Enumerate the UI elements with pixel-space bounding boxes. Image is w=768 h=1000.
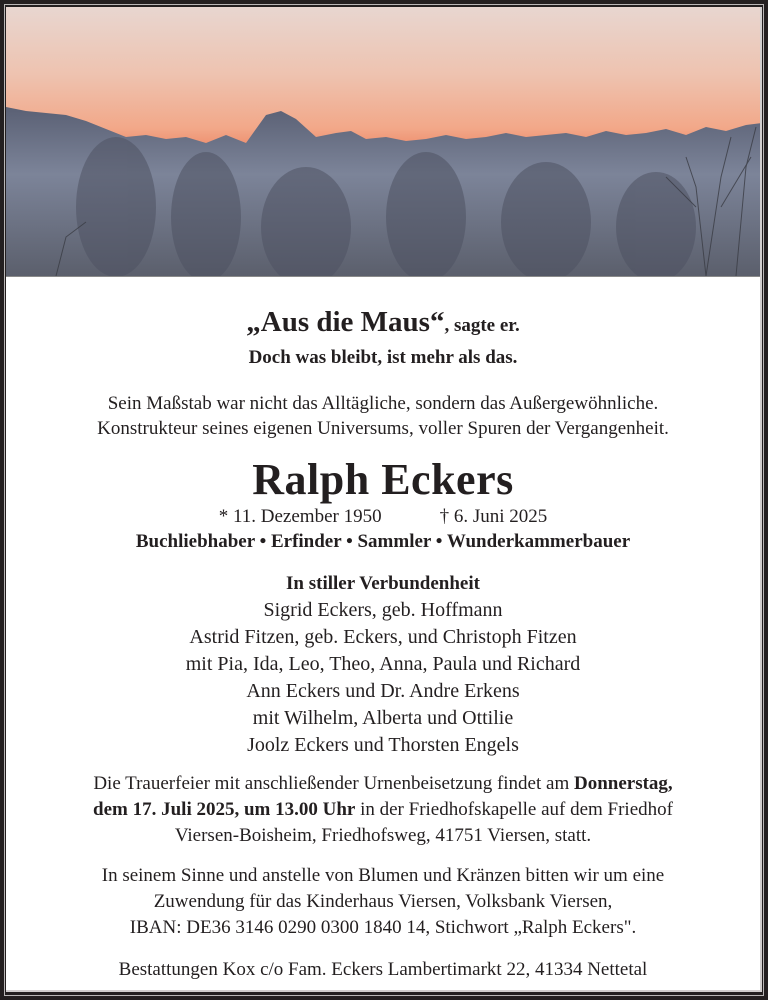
mourners-list <box>6 570 760 759</box>
quote-main: „Aus die Maus“ <box>246 306 445 338</box>
service-day: Donnerstag, <box>573 773 673 794</box>
donation-line: In seinem Sinne und anstelle von Blumen und Kränzen bitten wir um eine <box>101 865 665 886</box>
mourner-line: Ann Eckers und Dr. Andre Erkens <box>246 680 520 702</box>
quote-headline <box>6 305 760 343</box>
mourners-heading: In stiller Verbundenheit <box>286 573 480 594</box>
life-dates <box>6 505 760 529</box>
intro-paragraph <box>6 391 760 441</box>
service-info <box>6 771 760 849</box>
header-photo-misty-forest <box>6 7 760 277</box>
mourner-line: mit Pia, Ida, Leo, Theo, Anna, Paula und Richard <box>185 653 581 675</box>
service-date-time: dem 17. Juli 2025, um 13.00 Uhr <box>93 799 356 820</box>
obituary-text <box>6 305 760 983</box>
service-address: Viersen-Boisheim, Friedhofsweg, 41751 Viersen, statt. <box>174 825 592 846</box>
death-date: 6. Juni 2025 <box>453 506 548 527</box>
intro-line: Konstrukteur seines eigenen Universums, voller Spuren der Vergangenheit. <box>97 418 669 439</box>
cross-icon: † <box>439 506 450 527</box>
quote-suffix: , sagte er. <box>444 315 520 336</box>
intro-line: Sein Maßstab war nicht das Alltägliche, sondern das Außergewöhnliche. <box>107 393 659 414</box>
mourner-line: Joolz Eckers und Thorsten Engels <box>247 734 519 756</box>
mourner-line: Sigrid Eckers, geb. Hoffmann <box>263 599 503 621</box>
mourner-line: mit Wilhelm, Alberta und Ottilie <box>252 707 514 729</box>
donation-line: Zuwendung für das Kinderhaus Viersen, Volksbank Viersen, <box>153 891 613 912</box>
mourner-line: Astrid Fitzen, geb. Eckers, und Christoph Fitzen <box>189 626 577 648</box>
deceased-roles: Buchliebhaber • Erfinder • Sammler • Wunderkammerbauer <box>135 531 631 552</box>
service-text: Die Trauerfeier mit anschließender Urnenbeisetzung findet am <box>93 773 574 794</box>
service-location: in der Friedhofskapelle auf dem Friedhof <box>355 799 673 820</box>
quote-line2: Doch was bleibt, ist mehr als das. <box>248 347 518 368</box>
birth-date: * 11. Dezember 1950 <box>218 506 382 527</box>
donation-info <box>6 863 760 941</box>
undertaker-address: Bestattungen Kox c/o Fam. Eckers Lambertimarkt 22, 41334 Nettetal <box>118 959 648 980</box>
obituary-card <box>6 7 762 992</box>
donation-iban: IBAN: DE36 3146 0290 0300 1840 14, Stichwort „Ralph Eckers". <box>129 917 637 938</box>
forest-silhouette-icon <box>6 7 760 276</box>
deceased-name: Ralph Eckers <box>252 455 514 504</box>
